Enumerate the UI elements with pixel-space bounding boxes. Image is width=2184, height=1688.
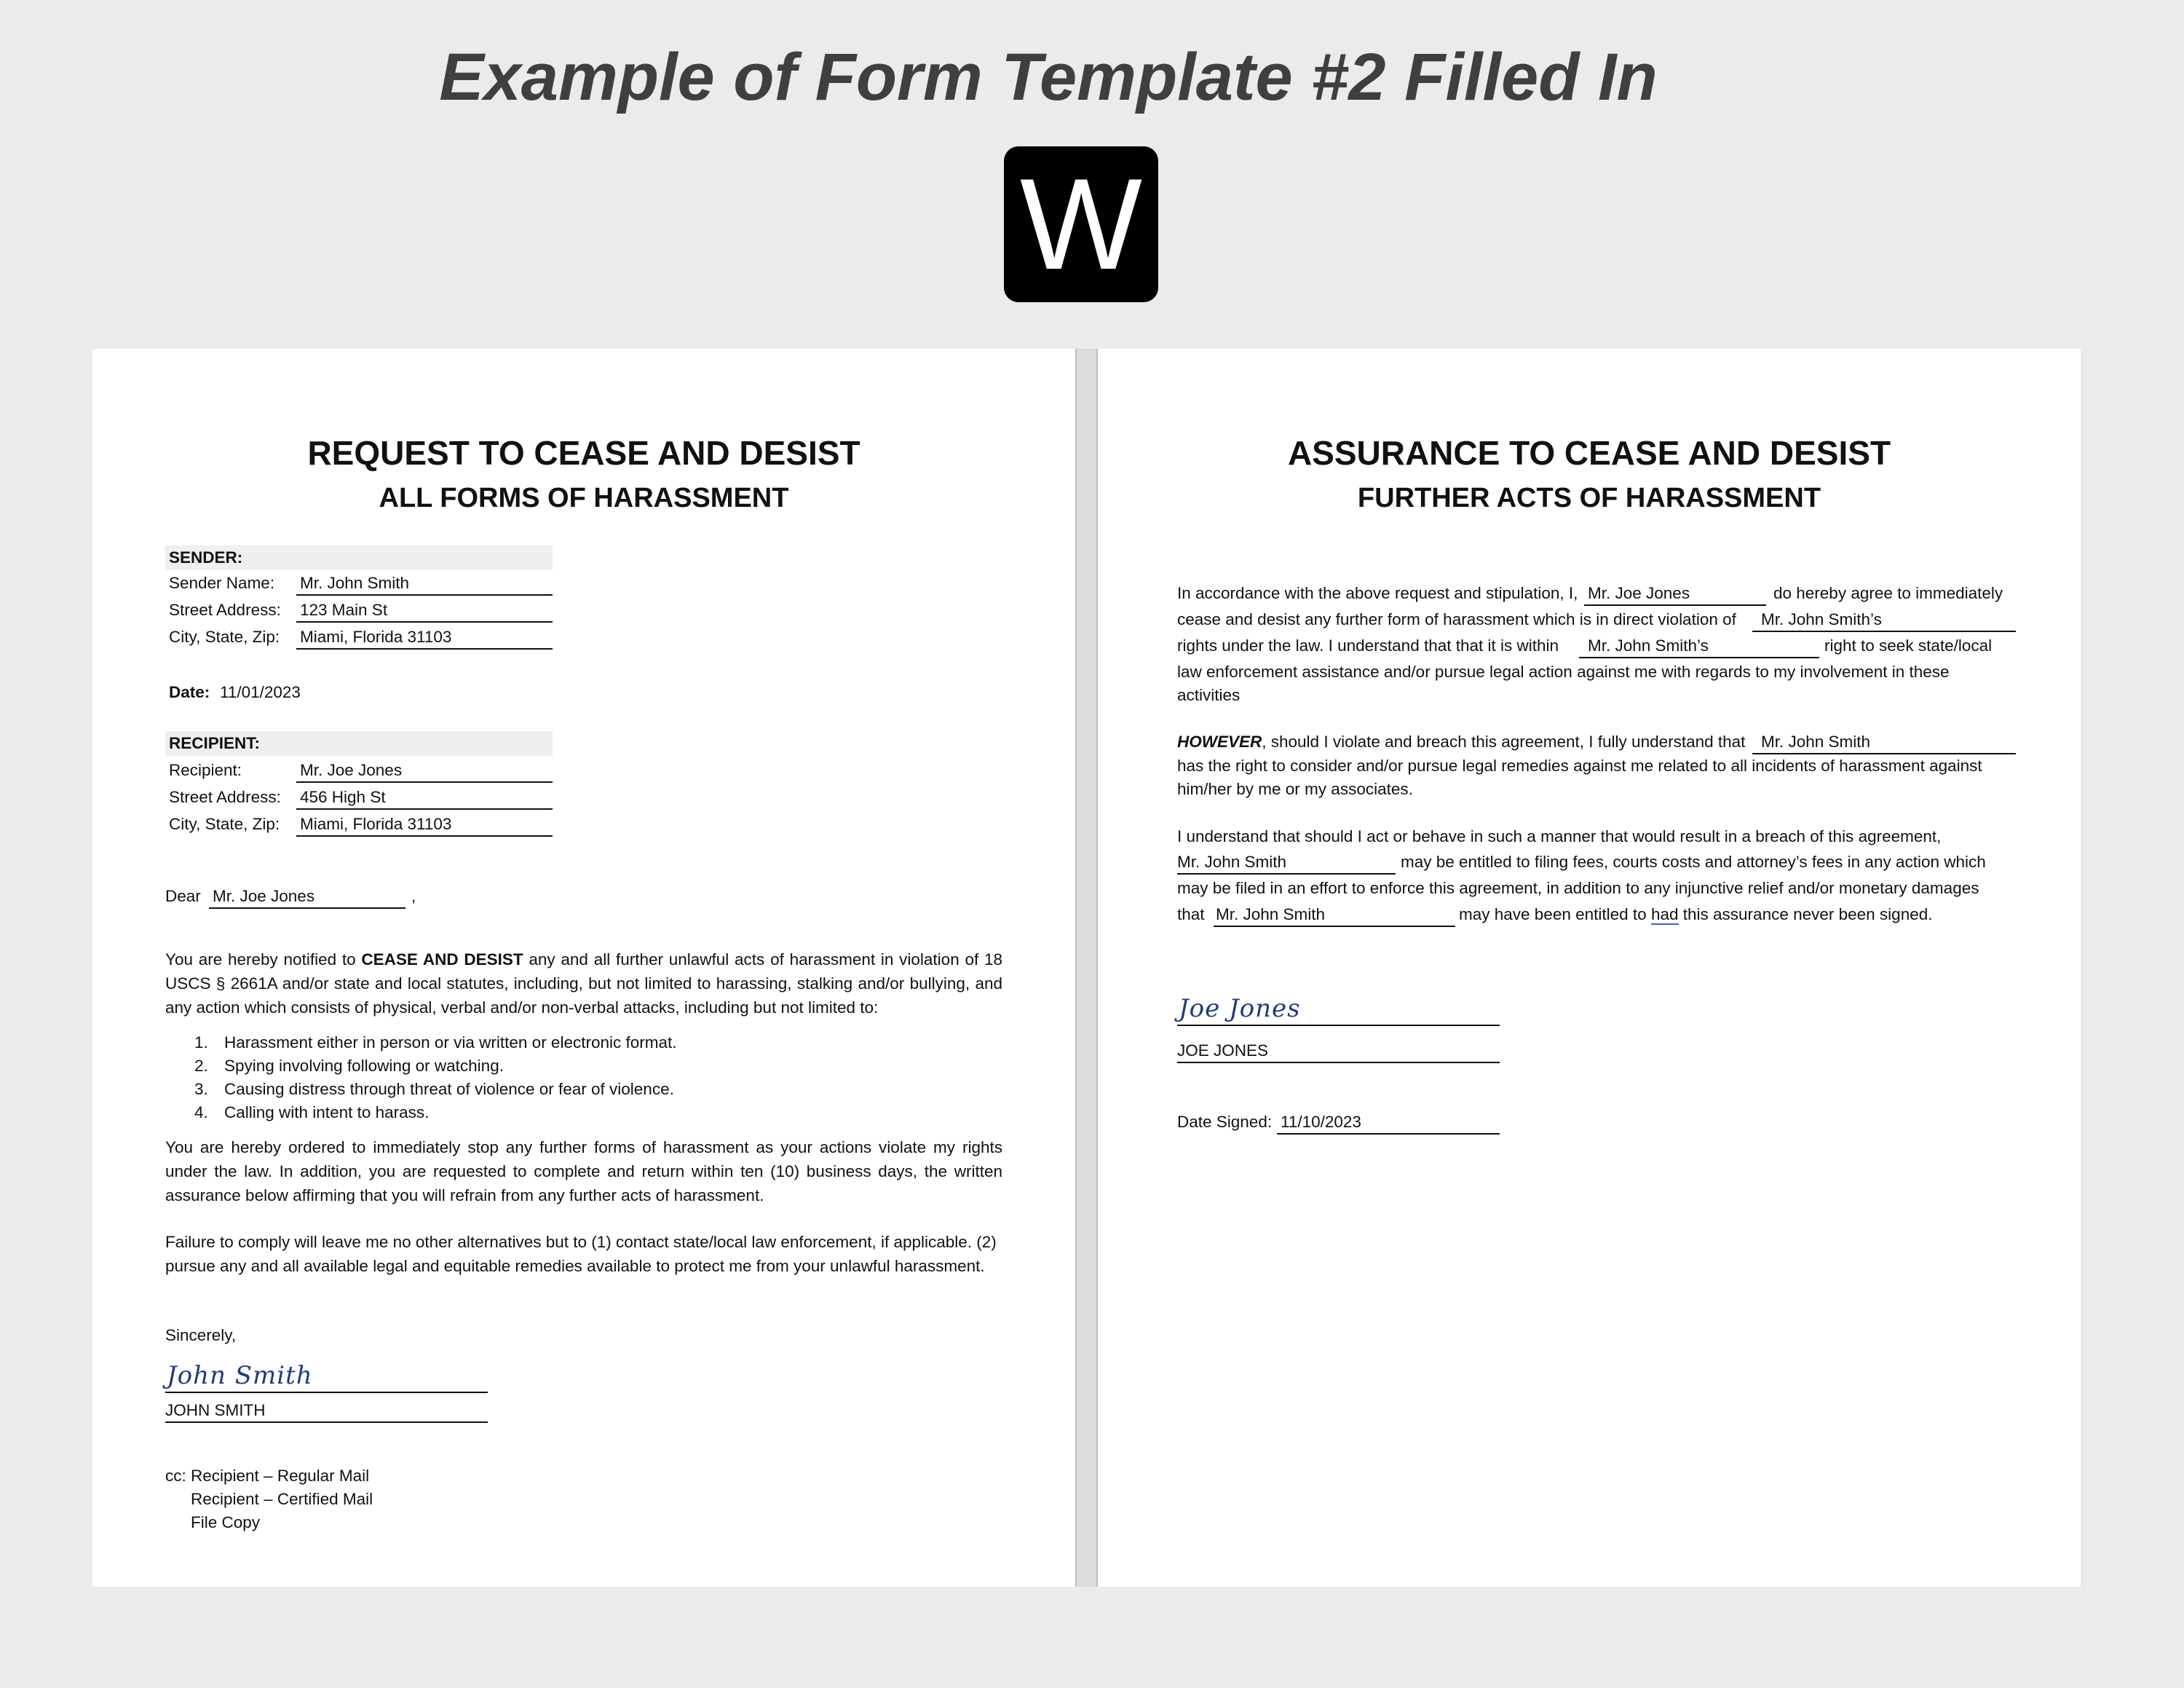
recipient-city-field[interactable]: Miami, Florida 31103 — [296, 816, 553, 837]
p2-line3-text: him/her by me or my associates. — [1177, 780, 1413, 798]
p3-line4-pre: may have been entitled to — [1459, 905, 1647, 923]
however-emphasis: HOWEVER — [1177, 733, 1262, 751]
sender-street-label: Street Address: — [169, 601, 281, 619]
p2-line1-text — [1177, 734, 1745, 751]
sender-street-field[interactable]: 123 Main St — [296, 602, 553, 623]
date-signed-label: Date Signed: — [1177, 1113, 1273, 1131]
assurance-title: ASSURANCE TO CEASE AND DESIST — [1287, 434, 1891, 472]
salutation-field[interactable]: Mr. Joe Jones — [209, 888, 405, 909]
protected-party-field-3[interactable]: Mr. John Smith — [1752, 734, 2016, 754]
p2-line2-text: has the right to consider and/or pursue legal remedies against me related to all incidents of harassment against — [1177, 757, 1982, 775]
recipient-city-label: City, State, Zip: — [169, 815, 280, 833]
assurer-name-field[interactable]: Mr. Joe Jones — [1584, 585, 1766, 606]
p3-line4-post: this assurance never been signed. — [1682, 905, 1933, 923]
page-heading: Example of Form Template #2 Filled In — [439, 40, 1658, 114]
list-item-text: Causing distress through threat of violence or fear of violence. — [224, 1080, 674, 1098]
recipient-street-field[interactable]: 456 High St — [296, 789, 553, 810]
document-page-assurance — [1098, 349, 2081, 1587]
sender-printed-name: JOHN SMITH — [165, 1403, 488, 1423]
p2-line1-rest: , should I violate and breach this agreement, I fully understand that — [1262, 733, 1746, 751]
assurer-printed-name: JOE JONES — [1177, 1043, 1500, 1063]
word-logo-icon: W — [1004, 146, 1158, 302]
p3-line3-text: may be filed in an effort to enforce this agreement, in addition to any injunctive relief and/or monetary damages — [1177, 879, 1979, 897]
cc-line-2: Recipient – Certified Mail — [191, 1490, 373, 1508]
recipient-heading: RECIPIENT: — [165, 731, 553, 756]
sender-heading: SENDER: — [165, 545, 553, 570]
sender-name-label: Sender Name: — [169, 574, 275, 592]
date-value[interactable]: 11/01/2023 — [220, 683, 301, 701]
cc-line-1: cc: Recipient – Regular Mail — [165, 1467, 370, 1485]
p3-line4-text — [1459, 907, 1932, 923]
salutation-label: Dear — [165, 887, 201, 905]
recipient-label: Recipient: — [169, 761, 242, 779]
protected-party-field-4[interactable]: Mr. John Smith — [1177, 854, 1396, 875]
p1-line1-end: do hereby agree to immediately — [1773, 584, 2003, 602]
list-number: 1. — [194, 1033, 208, 1052]
date-label: Date: — [169, 683, 210, 701]
p3-line1-text: I understand that should I act or behave in such a manner that would result in a breach of this agreement, — [1177, 827, 1942, 845]
sender-city-field[interactable]: Miami, Florida 31103 — [296, 629, 553, 650]
list-item — [194, 1080, 208, 1099]
notice-bold: CEASE AND DESIST — [361, 950, 523, 969]
recipient-street-label: Street Address: — [169, 788, 281, 806]
protected-party-field-5[interactable]: Mr. John Smith — [1214, 907, 1455, 927]
consequence-paragraph: Failure to comply will leave me no other alternatives but to (1) contact state/local law enforcement, if applicable. (2) pursue any and all available legal and equitable remedies available to protect me from your unlawful harassment. — [165, 1233, 997, 1275]
spellcheck-word: had — [1650, 905, 1679, 923]
list-item — [194, 1103, 208, 1122]
p1-line5-text: activities — [1177, 686, 1241, 704]
order-paragraph: You are hereby ordered to immediately stop any further forms of harassment as your actions violate my rights under the law. In addition, you are requested to complete and return within ten (10) business days, the written assurance below affirming that you will refrain from any further acts of harassment. — [165, 1138, 1002, 1204]
p1-line1-text: In accordance with the above request and stipulation, I, — [1177, 584, 1578, 602]
notice-pre: You are hereby notified to — [165, 950, 362, 969]
list-number: 2. — [194, 1057, 208, 1075]
recipient-name-field[interactable]: Mr. Joe Jones — [296, 762, 553, 783]
p3-line2-text: may be entitled to filing fees, courts costs and attorney’s fees in any action which — [1401, 853, 1986, 871]
assurance-subtitle: FURTHER ACTS OF HARASSMENT — [1357, 483, 1821, 513]
protected-party-field-1[interactable]: Mr. John Smith’s — [1752, 612, 2016, 632]
document-page-request — [92, 349, 1075, 1587]
p3-line4-that: that — [1177, 905, 1205, 923]
request-subtitle: ALL FORMS OF HARASSMENT — [379, 483, 789, 513]
list-number: 4. — [194, 1103, 208, 1121]
p1-line4-text: law enforcement assistance and/or pursue legal action against me with regards to my involvement in these — [1177, 663, 1950, 681]
protected-party-field-2[interactable]: Mr. John Smith’s — [1579, 638, 1819, 658]
sender-signature[interactable]: John Smith — [165, 1361, 488, 1393]
p1-line2-text: cease and desist any further form of harassment which is in direct violation of — [1177, 610, 1736, 628]
assurer-signature[interactable]: Joe Jones — [1177, 994, 1500, 1026]
cc-line-3: File Copy — [191, 1513, 261, 1531]
list-item-text: Calling with intent to harass. — [224, 1103, 430, 1121]
sender-city-label: City, State, Zip: — [169, 628, 280, 646]
list-number: 3. — [194, 1080, 208, 1098]
page-gutter — [1075, 349, 1098, 1587]
p1-line3-text: rights under the law. I understand that that it is within — [1177, 636, 1559, 655]
p1-line3-end: right to seek state/local — [1824, 636, 1993, 655]
list-item — [194, 1057, 208, 1076]
list-item-text: Harassment either in person or via written or electronic format. — [224, 1033, 677, 1052]
date-signed-field[interactable]: 11/10/2023 — [1277, 1114, 1500, 1135]
notice-post: any and all further unlawful acts of harassment in violation of 18 USCS § 2661A and/or state and local statutes, including, but not limited to harassing, stalking and/or bullying, and any action which consists of physical, verbal and/or non-verbal attacks, including but not limited to: — [165, 950, 1003, 1017]
request-title: REQUEST TO CEASE AND DESIST — [307, 434, 860, 472]
notice-paragraph — [165, 947, 1002, 1019]
sender-name-field[interactable]: Mr. John Smith — [296, 575, 553, 596]
closing: Sincerely, — [165, 1326, 237, 1344]
list-item — [194, 1033, 208, 1052]
salutation-comma: , — [411, 887, 416, 905]
list-item-text: Spying involving following or watching. — [224, 1057, 504, 1075]
